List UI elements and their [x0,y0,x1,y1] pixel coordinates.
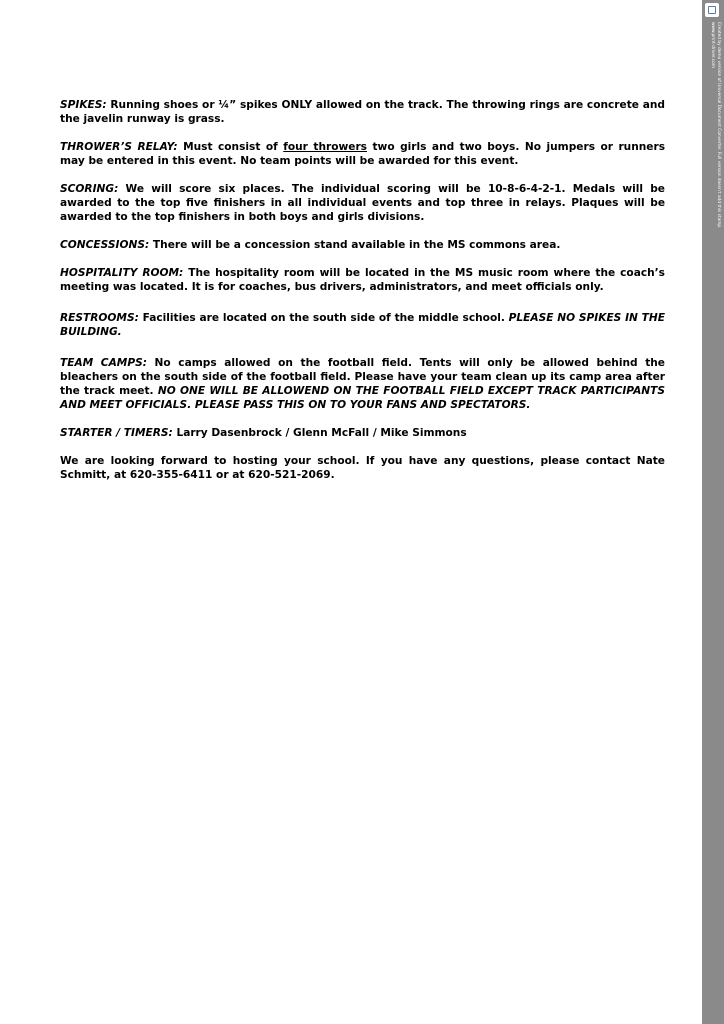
starters-text: Larry Dasenbrock / Glenn McFall / Mike Simmons [172,427,467,439]
converter-stamp-text [709,22,721,282]
spikes-paragraph [60,98,665,126]
throwers-relay-underlined: four throwers [283,141,367,153]
starters-label: STARTER / TIMERS: [60,427,173,439]
team-camps-label: TEAM CAMPS: [60,357,147,369]
closing-paragraph [60,454,665,482]
hospitality-label: HOSPITALITY ROOM: [60,267,184,279]
converter-stamp [698,22,724,282]
scoring-label: SCORING: [60,183,119,195]
team-camps-text: No camps allowed on the football field. Tents will only be allowed behind the bleachers on the south side of the football field. Please have your team clean up its camp area after the track meet. [60,357,665,397]
restrooms-text: Facilities are located on the south side of the middle school. [138,312,509,324]
throwers-relay-label: THROWER’S RELAY: [60,141,178,153]
spikes-text: Running shoes or ¼” spikes ONLY allowed on the track. The throwing rings are concrete and the javelin runway is grass. [60,99,665,125]
concessions-label: CONCESSIONS: [60,239,150,251]
throwers-relay-paragraph [60,140,665,168]
restrooms-paragraph [60,311,665,339]
document-body [60,98,665,482]
converter-logo-icon [705,3,719,17]
throwers-relay-text-before: Must consist of [177,141,284,153]
scoring-paragraph [60,182,665,224]
spikes-label: SPIKES: [60,99,107,111]
throwers-relay-text-after: two girls and two boys. No jumpers or runners may be entered in this event. No team points will be awarded for this event. [60,141,666,167]
team-camps-warning: NO ONE WILL BE ALLOWEND ON THE FOOTBALL FIELD EXCEPT TRACK PARTICIPANTS AND MEET OFFICIALS. PLEASE PASS THIS ON TO YOUR FANS AND SPECTATORS. [60,385,665,411]
concessions-text: There will be a concession stand available in the MS commons area. [149,239,561,251]
scoring-text: We will score six places. The individual scoring will be 10-8-6-4-2-1. Medals will be awarded to the top five finishers in all individual events and top three in relays. Plaques will be awarded to the top finishers in both boys and girls divisions. [60,183,665,223]
closing-text: We are looking forward to hosting your school. If you have any questions, please contact Nate Schmitt, at 620-355-6411 or at 620-521-2069. [60,455,665,481]
team-camps-paragraph [60,356,665,412]
hospitality-text: The hospitality room will be located in the MS music room where the coach’s meeting was located. It is for coaches, bus drivers, administrators, and meet officials only. [60,267,665,293]
stamp-line-1: Created by demo version of Universal Document Converter. Full version doesn't add this stamp. [716,22,721,229]
restrooms-warning: PLEASE NO SPIKES IN THE BUILDING. [60,312,665,338]
starters-paragraph [60,426,665,440]
stamp-line-2: www.print-driver.com [710,22,715,68]
hospitality-paragraph [60,266,665,294]
concessions-paragraph [60,238,665,252]
restrooms-label: RESTROOMS: [60,312,139,324]
